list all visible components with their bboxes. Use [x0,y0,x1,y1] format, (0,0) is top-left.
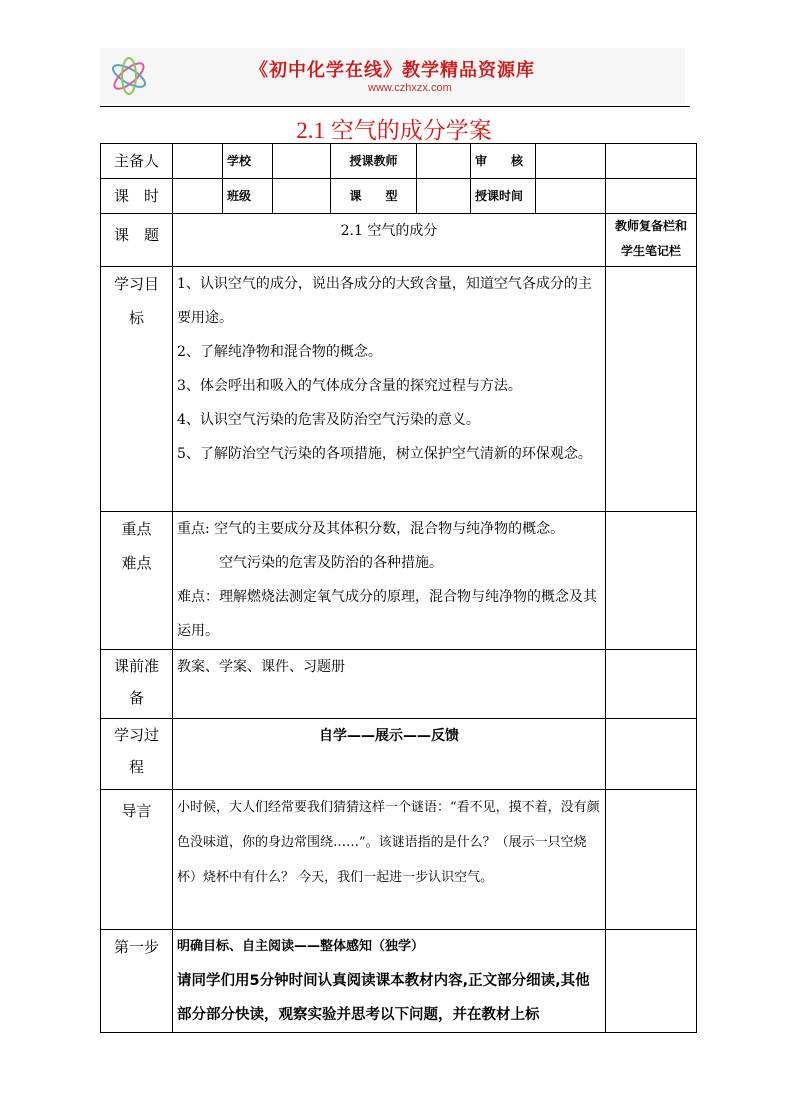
field-time[interactable] [536,179,606,214]
label-topic: 课 题 [101,214,173,267]
preparation-value: 教案、学案、课件、习题册 [173,650,606,719]
topic-value: 2.1 空气的成分 [173,214,606,267]
notes-cell[interactable] [606,790,697,930]
goal-item: 3、体会呼出和吸入的气体成分含量的探究过程与方法。 [177,378,522,394]
label-preparer: 主备人 [101,144,173,179]
notes-column-header: 教师复备栏和学生笔记栏 [606,214,697,267]
notes-cell[interactable] [606,512,697,650]
header-banner [100,48,685,104]
page-title: 2.1 空气的成分学案 [296,118,492,143]
label-class: 班级 [223,179,273,214]
field-class[interactable] [273,179,331,214]
label-time: 授课时间 [471,179,536,214]
notes-cell[interactable] [606,719,697,790]
step1-heading: 明确目标、自主阅读——整体感知（独学） [177,939,425,954]
notes-cell[interactable] [606,930,697,1033]
label-goals: 学习目标 [101,267,173,512]
difficulty: 难点：理解燃烧法测定氧气成分的原理，混合物与纯净物的概念及其运用。 [177,589,597,639]
label-step1: 第一步 [101,930,173,1033]
label-type: 课 型 [331,179,417,214]
goal-item: 4、认识空气污染的危害及防治空气污染的意义。 [177,412,480,428]
field-extra[interactable] [606,144,697,179]
step1-text: 请同学们用5分钟时间认真阅读课本教材内容,正文部分细读,其他部分部分快读，观察实验并思考以下问题，并在教材上标 [177,973,590,1023]
label-intro: 导言 [101,790,173,930]
goals-list [173,267,606,512]
brand-url: www.czhxzx.com [368,82,452,94]
label-review: 审 核 [471,144,536,179]
field-preparer[interactable] [173,144,223,179]
key-points [173,512,606,650]
atom-logo-icon [108,54,150,98]
field-teacher[interactable] [417,144,471,179]
goal-item: 1、认识空气的成分，说出各成分的大致含量，知道空气各成分的主要用途。 [177,276,592,326]
intro-text: 小时候，大人们经常要我们猜猜这样一个谜语：“看不见，摸不着，没有颜色没味道，你的身边常围绕……”。该谜语指的是什么？（展示一只空烧杯）烧杯中有什么？ 今天，我们一起进一步认识空气。 [173,790,606,930]
field-school[interactable] [273,144,331,179]
label-school: 学校 [223,144,273,179]
key-point: 重点: 空气的主要成分及其体积分数，混合物与纯净物的概念。 [177,521,565,537]
label-preparation: 课前准备 [101,650,173,719]
field-extra2[interactable] [606,179,697,214]
notes-cell[interactable] [606,650,697,719]
brand-title: 《初中化学在线》教学精品资源库 [250,60,535,81]
step1-content [173,930,606,1033]
goal-item: 5、了解防治空气污染的各项措施，树立保护空气清新的环保观念。 [177,446,592,462]
field-type[interactable] [417,179,471,214]
notes-cell[interactable] [606,267,697,512]
key-point: 空气污染的危害及防治的各种措施。 [177,555,443,571]
label-teacher: 授课教师 [331,144,417,179]
label-period: 课 时 [101,179,173,214]
goal-item: 2、了解纯净物和混合物的概念。 [177,344,382,360]
process-value: 自学——展示——反馈 [173,719,606,790]
label-process: 学习过程 [101,719,173,790]
header-divider [100,106,690,107]
lesson-table [100,143,697,1033]
field-period[interactable] [173,179,223,214]
label-key-points: 重点难点 [101,512,173,650]
field-review[interactable] [536,144,606,179]
